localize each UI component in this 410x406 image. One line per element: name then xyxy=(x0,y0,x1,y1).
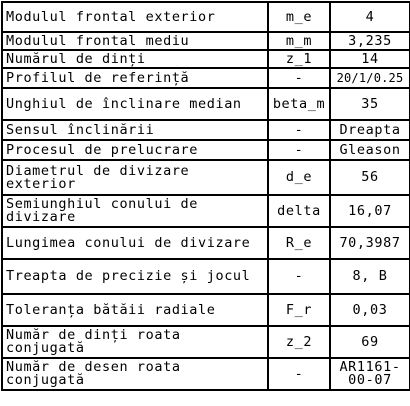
parameter-symbol: - xyxy=(268,120,330,140)
table-row xyxy=(2,358,410,390)
parameter-symbol: m_e xyxy=(268,2,330,32)
table-row xyxy=(2,32,410,50)
parameter-symbol: R_e xyxy=(268,227,330,259)
parameter-name: Diametrul de divizare exterior xyxy=(2,160,268,195)
parameter-name: Treapta de precizie și jocul xyxy=(2,259,268,294)
parameter-symbol: - xyxy=(268,259,330,294)
parameter-value: 3,235 xyxy=(330,32,410,50)
gear-parameters-table xyxy=(1,1,410,391)
parameter-name: Număr de desen roata conjugată xyxy=(2,358,268,390)
parameter-name: Semiunghiul conului de divizare xyxy=(2,195,268,227)
parameter-value: 0,03 xyxy=(330,294,410,326)
parameter-symbol: - xyxy=(268,140,330,160)
table-row xyxy=(2,326,410,358)
parameter-name: Lungimea conului de divizare xyxy=(2,227,268,259)
table-row xyxy=(2,259,410,294)
parameter-symbol: - xyxy=(268,358,330,390)
table-row xyxy=(2,68,410,88)
parameter-symbol: - xyxy=(268,68,330,88)
parameter-value: 69 xyxy=(330,326,410,358)
parameter-value: 16,07 xyxy=(330,195,410,227)
parameter-symbol: d_e xyxy=(268,160,330,195)
table-row xyxy=(2,140,410,160)
parameter-symbol: m_m xyxy=(268,32,330,50)
parameter-symbol: beta_m xyxy=(268,88,330,120)
parameter-name: Unghiul de înclinare median xyxy=(2,88,268,120)
parameter-symbol: F_r xyxy=(268,294,330,326)
table-row xyxy=(2,294,410,326)
parameter-name: Toleranța bătăii radiale xyxy=(2,294,268,326)
parameter-value: AR1161-00-07 xyxy=(330,358,410,390)
parameter-name: Profilul de referință xyxy=(2,68,268,88)
table-row xyxy=(2,88,410,120)
parameter-value: 35 xyxy=(330,88,410,120)
parameter-name: Număr de dinți roata conjugată xyxy=(2,326,268,358)
parameter-value: Gleason xyxy=(330,140,410,160)
parameter-value: 20/1/0.25 xyxy=(330,68,410,88)
parameter-name: Sensul înclinării xyxy=(2,120,268,140)
parameter-value: 8, B xyxy=(330,259,410,294)
parameter-name: Modulul frontal exterior xyxy=(2,2,268,32)
parameter-value: 70,3987 xyxy=(330,227,410,259)
table-row xyxy=(2,50,410,68)
parameter-symbol: z_2 xyxy=(268,326,330,358)
parameter-symbol: delta xyxy=(268,195,330,227)
parameter-value: 4 xyxy=(330,2,410,32)
table-row xyxy=(2,195,410,227)
table-row xyxy=(2,120,410,140)
parameter-value: 14 xyxy=(330,50,410,68)
table-row xyxy=(2,160,410,195)
parameter-name: Procesul de prelucrare xyxy=(2,140,268,160)
parameter-value: Dreapta xyxy=(330,120,410,140)
table-row xyxy=(2,227,410,259)
parameter-value: 56 xyxy=(330,160,410,195)
parameter-symbol: z_1 xyxy=(268,50,330,68)
table-row xyxy=(2,2,410,32)
parameter-name: Numărul de dinți xyxy=(2,50,268,68)
parameter-name: Modulul frontal mediu xyxy=(2,32,268,50)
